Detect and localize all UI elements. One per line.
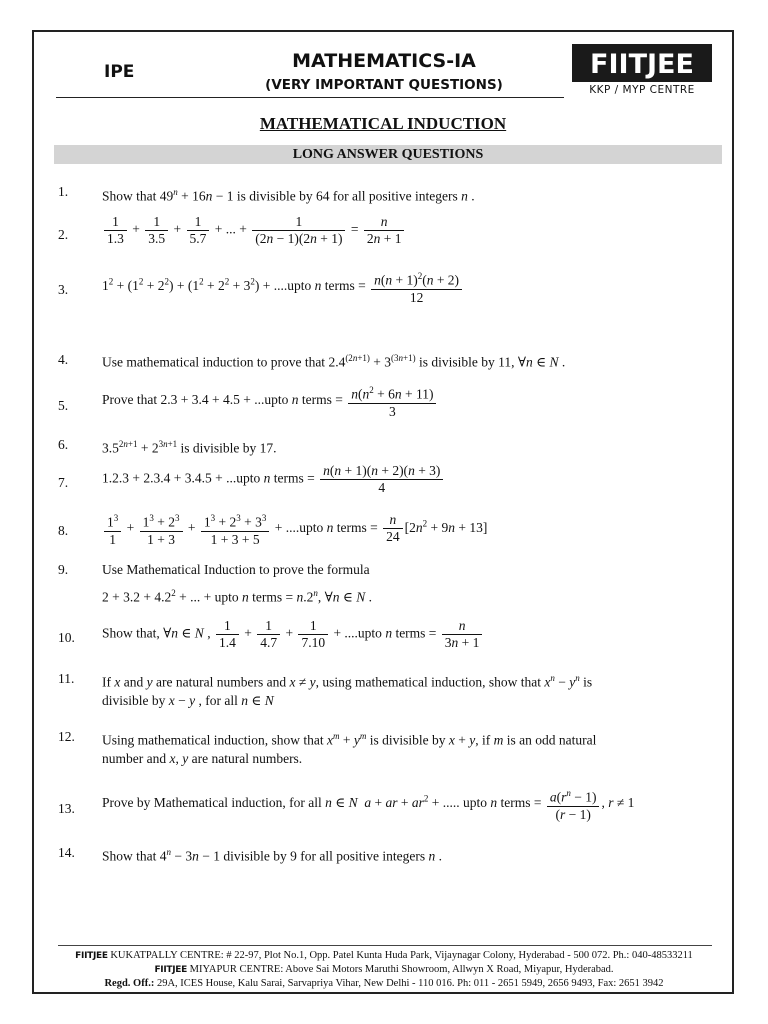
footer-line-3: Regd. Off.: 29A, ICES House, Kalu Sarai, Sarvapriya Vihar, New Delhi - 110 016. Ph: 011 - 2651 5949, 2656 9493, Fax: 2651 3942 xyxy=(104,978,664,989)
question-text: + ... + upto xyxy=(179,589,239,605)
question-text: , for all xyxy=(198,693,238,708)
question-text: If xyxy=(102,674,111,690)
question-text: Prove that xyxy=(102,391,158,407)
question-text: + ...upto xyxy=(243,391,289,407)
document-page: IPE MATHEMATICS-IA (VERY IMPORTANT QUESTIONS) FIITJEE KKP / MYP CENTRE MATHEMATICAL INDUCTION LONG ANSWER QUESTIONS 1. Show that $49^n + 16n - 1$ is divisible by 64 for all positive integers n . 2. $\frac{1}{1.3}$ + $\frac{1}{3.5}$ + $\frac{1}{5.7}$ + ... + $\frac{1}{(2n - 1)(2n + 1)}$ = $\frac{n}{2n + 1}$ 3. $1^2 + (1^2 + 2^2) + (1^2 + 2^2 + 3^2)$ + ....upto n terms = $\frac{n(n + 1)^2(n + 2)}{12}$ 4. Use mathematical induction to prove that $2.4^{(2n+1)} + 3^{(3n+1)}$ is divisible by 11, ∀n ∈ N . 5. Prove that 2.3 + 3.4 + 4.5 + ...upto n terms = $\frac{n(n^2 + 6n + 11)}{3}$ 6. $3.5^{2n+1} + 2^{3n+1}$ is divisible by 17. 7. 1.2.3 + 2.3.4 + 3.4.5 + ...upto n terms = $\frac{n(n + 1)(n + 2)(n + 3)}{4}$ 8. $\frac{1^3}{1}$ + $\frac{1^3 + 2^3}{1 + 3}$ + $\frac{1^3 + 2^3 + 3^3}{1 + 3 + 5}$ + ....upto n terms = $\frac{n}{24}$ $[2n^2 + 9n + 13]$ 9. Use Mathematical Induction to prove the formula $2 + 3.2 + 4.2^2$ + ... + upto n terms = n.2$^n$, ∀n ∈ N . 10. Show that, ∀n ∈ N , $\frac{1}{1.4}$ + $\frac{1}{4.7}$ + $\frac{1}{7.10}$ + ....upto n terms = $\frac{n}{3n + 1}$ 11. If x and y are natural numbers and x ≠ y, using mathematical induction, show that $x^n - y^n$ is divisible by x − y , for all n ∈ N 12. Using mathematical induction, show that $x^m + y^m$ is divisible by x + y, if m is an odd natural number and x, y are natural numbers. 13. Prove by Mathematical induction, for all n ∈ N a + ar + $ar^2$ + ..... upto n terms = $\frac{a(r^n - 1)}{(r - 1)}$ , r ≠ 1 14. Show that $4^n - 3n - 1$ divisible by 9 for all positive integers n . FIITJEE KUKATPALLY CENTRE: # 22-97, Plot No.1, Opp. Patel Kunta Huda Park, Vijaynagar Colony, Hyderabad - 500 072. Ph.: 040-48533211 FIITJEE MIYAPUR CENTRE: Above Sai Motors Maruthi Showroom, Allwyn X Road, Miyapur, Hyderabad. Regd. Off.: 29A, ICES House, Kalu Sarai, Sarvapriya Vihar, New Delhi - 110 016. Ph: 011 - 2651 5949, 2656 9493, Fax: 2651 3942 xyxy=(32,30,734,994)
question-text: + ....upto xyxy=(262,277,312,293)
question-text: terms = xyxy=(500,794,542,810)
question-text: and xyxy=(123,674,144,690)
logo-text: FIITJEE xyxy=(590,49,694,80)
exam-label: IPE xyxy=(104,62,135,82)
question-text: terms = xyxy=(324,277,366,293)
footer-line-2: FIITJEE MIYAPUR CENTRE: Above Sai Motors Maruthi Showroom, Allwyn X Road, Miyapur, Hyderabad. xyxy=(154,964,614,975)
question-text: terms = xyxy=(301,391,343,407)
question-number: 7. xyxy=(58,475,69,490)
question-text: terms = xyxy=(336,519,378,535)
fiitjee-logo xyxy=(572,44,712,82)
question-text: are natural numbers. xyxy=(191,751,303,766)
question-number: 11. xyxy=(58,671,75,686)
topic-heading: MATHEMATICAL INDUCTION xyxy=(259,114,507,133)
footer-rule xyxy=(58,945,712,946)
question-text: + ...upto xyxy=(215,470,261,486)
question-text: Prove by Mathematical induction, for all xyxy=(102,794,322,810)
question-text: Show that xyxy=(102,188,157,204)
footer-logo: FIITJEE xyxy=(75,951,108,961)
question-number: 6. xyxy=(58,437,69,452)
question-text: Use Mathematical Induction to prove the formula xyxy=(102,562,370,577)
section-band: LONG ANSWER QUESTIONS xyxy=(54,145,722,164)
question-text: Use mathematical induction to prove that xyxy=(102,354,326,370)
question-text: terms = xyxy=(273,470,315,486)
question-text: + ....upto xyxy=(274,519,324,535)
question-text: terms = xyxy=(395,625,437,641)
question-text: terms = xyxy=(252,589,294,605)
question-text: + ....upto xyxy=(333,625,382,641)
question-text: is divisible by 64 for all positive integers xyxy=(236,188,458,204)
question-number: 13. xyxy=(58,801,75,816)
question-text: , if xyxy=(475,732,491,748)
question-text: divisible by 9 for all positive integers xyxy=(223,848,426,864)
question-number: 10. xyxy=(58,630,75,645)
question-text: is xyxy=(583,674,593,690)
question-text: number and xyxy=(102,751,167,766)
question-text: , using mathematical induction, show that xyxy=(315,674,541,690)
question-number: 4. xyxy=(58,352,69,367)
question-text: is divisible by 11, xyxy=(418,354,515,370)
question-text: Show that xyxy=(102,848,157,864)
question-number: 1. xyxy=(58,184,69,199)
question-number: 8. xyxy=(58,523,69,538)
footer-logo: FIITJEE xyxy=(154,965,187,975)
question-text: is divisible by 17. xyxy=(180,440,277,456)
question-number: 5. xyxy=(58,398,69,413)
question-number: 12. xyxy=(58,729,75,744)
question-number: 14. xyxy=(58,845,75,860)
question-text: is divisible by xyxy=(369,732,446,748)
question-number: 2. xyxy=(58,227,69,242)
question-text: divisible by xyxy=(102,693,166,708)
question-text: is an odd natural xyxy=(506,732,597,748)
question-text: + ..... upto xyxy=(431,794,487,810)
centre-label: KKP / MYP CENTRE xyxy=(589,84,695,96)
question-text: are natural numbers and xyxy=(156,674,287,690)
page-subtitle: (VERY IMPORTANT QUESTIONS) xyxy=(265,77,503,93)
question-number: 3. xyxy=(58,282,69,297)
question-number: 9. xyxy=(58,562,69,577)
page-title: MATHEMATICS-IA xyxy=(292,50,476,72)
footer-line-1: FIITJEE KUKATPALLY CENTRE: # 22-97, Plot No.1, Opp. Patel Kunta Huda Park, Vijaynagar Colony, Hyderabad - 500 072. Ph.: 040-48533211 xyxy=(75,950,693,961)
question-text: Using mathematical induction, show that xyxy=(102,732,324,748)
header-rule xyxy=(56,97,564,98)
question-text: Show that, xyxy=(102,625,160,641)
